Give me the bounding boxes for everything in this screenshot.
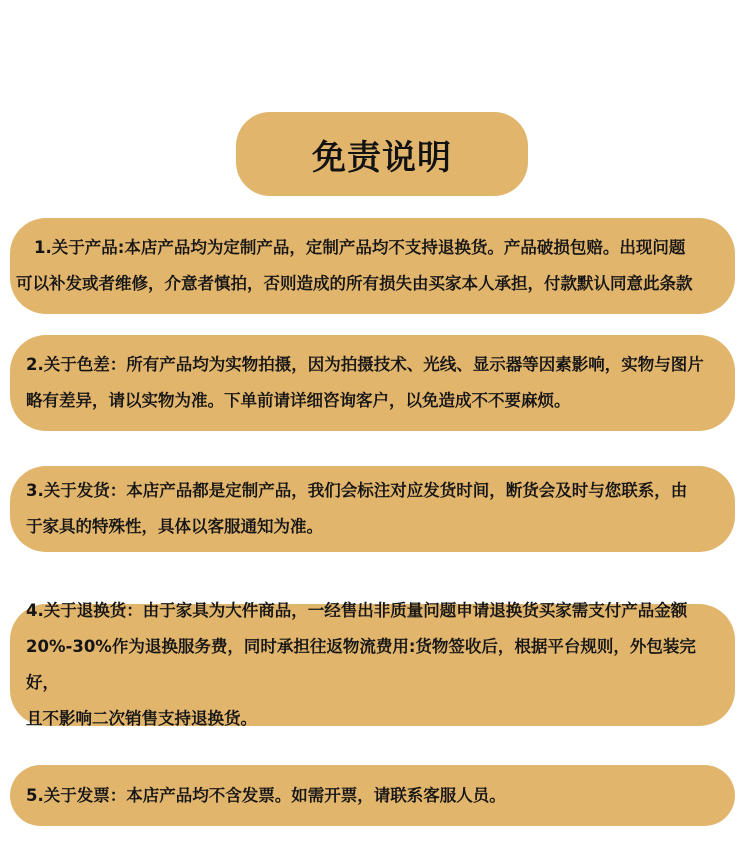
page-title: 免责说明: [312, 137, 452, 178]
clause-invoice-text: 5.关于发票：本店产品均不含发票。如需开票，请联系客服人员。: [26, 785, 506, 805]
clause-shipping-text: 3.关于发货：本店产品都是定制产品，我们会标注对应发货时间，断货会及时与您联系，由 于家具的特殊性，具体以客服通知为准。: [26, 481, 688, 536]
clause-returns: [10, 601, 735, 728]
clause-shipping: [10, 466, 735, 552]
clause-product: [10, 218, 735, 314]
clause-color-difference-text: 2.关于色差：所有产品均为实物拍摄，因为拍摄技术、光线、显示器等因素影响，实物与图片 略有差异，请以实物为准。下单前请详细咨询客户，以免造成不不要麻烦。: [26, 355, 704, 410]
clause-invoice: [10, 765, 735, 826]
clause-product-text: 1.关于产品:本店产品均为定制产品，定制产品均不支持退换货。产品破损包赔。出现问题 可以补发或者维修，介意者慎拍，否则造成的所有损失由买家本人承担，付款默认同意此条款: [16, 238, 693, 293]
title-banner: [236, 112, 528, 196]
clause-color-difference: [10, 335, 735, 431]
clause-returns-text: 4.关于退换货：由于家具为大件商品，一经售出非质量问题申请退换货买家需支付产品金额 20%-30%作为退换服务费，同时承担往返物流费用:货物签收后，根据平台规则，外包装完好， 且不影响二次销售支持退换货。: [26, 601, 696, 728]
